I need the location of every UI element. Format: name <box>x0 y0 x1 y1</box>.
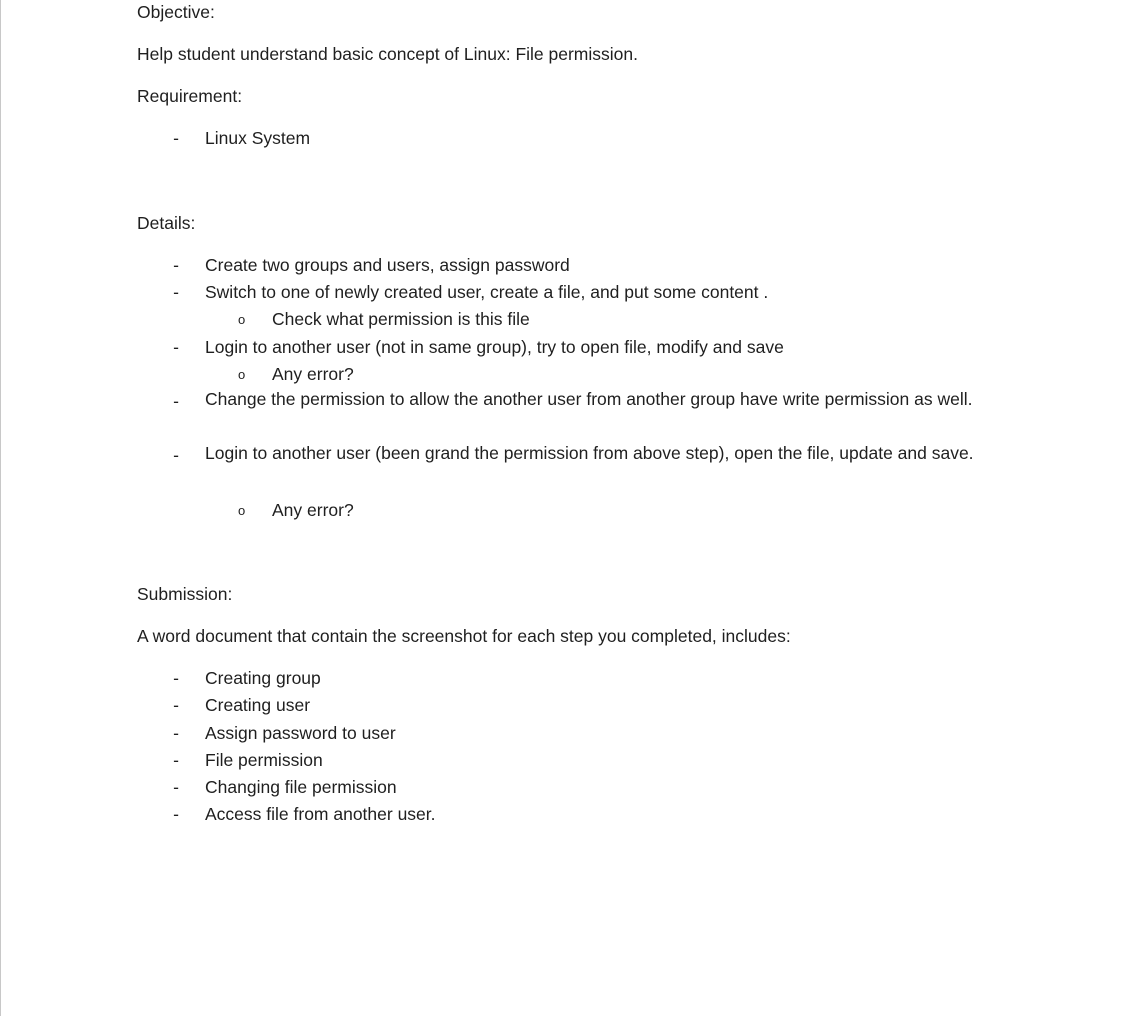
details-item: Switch to one of newly created user, create a file, and put some content . <box>205 282 769 302</box>
details-heading: Details: <box>137 213 196 233</box>
dash-bullet: - <box>173 391 179 411</box>
dash-bullet: - <box>173 723 179 743</box>
dash-bullet: - <box>173 668 179 688</box>
circle-bullet: o <box>238 503 246 518</box>
submission-item: Creating group <box>205 668 321 688</box>
dash-bullet: - <box>173 695 179 715</box>
dash-bullet: - <box>173 804 179 824</box>
dash-bullet: - <box>173 255 179 275</box>
requirement-item: Linux System <box>205 128 311 148</box>
details-subitem: Check what permission is this file <box>272 309 530 329</box>
dash-bullet: - <box>173 777 179 797</box>
submission-item: Changing file permission <box>205 777 397 797</box>
details-item: Login to another user (not in same group), try to open file, modify and save <box>205 337 784 357</box>
requirement-heading: Requirement: <box>137 86 243 106</box>
details-item: Change the permission to allow the another user from another group have write permission as well. <box>205 389 973 409</box>
submission-heading: Submission: <box>137 584 233 604</box>
circle-bullet: o <box>238 312 246 327</box>
submission-text: A word document that contain the screenshot for each step you completed, includes: <box>137 626 791 646</box>
details-item: Login to another user (been grand the permission from above step), open the file, update and save. <box>205 443 974 463</box>
dash-bullet: - <box>173 128 179 148</box>
submission-item: Creating user <box>205 695 311 715</box>
submission-item: File permission <box>205 750 323 770</box>
details-subitem: Any error? <box>272 364 354 384</box>
circle-bullet: o <box>238 367 246 382</box>
objective-heading: Objective: <box>137 2 215 22</box>
submission-item: Assign password to user <box>205 723 396 743</box>
details-subitem: Any error? <box>272 500 354 520</box>
details-item: Create two groups and users, assign password <box>205 255 570 275</box>
submission-item: Access file from another user. <box>205 804 436 824</box>
dash-bullet: - <box>173 750 179 770</box>
dash-bullet: - <box>173 282 179 302</box>
page-left-border <box>0 0 1 1016</box>
objective-text: Help student understand basic concept of Linux: File permission. <box>137 44 638 64</box>
dash-bullet: - <box>173 445 179 465</box>
dash-bullet: - <box>173 337 179 357</box>
